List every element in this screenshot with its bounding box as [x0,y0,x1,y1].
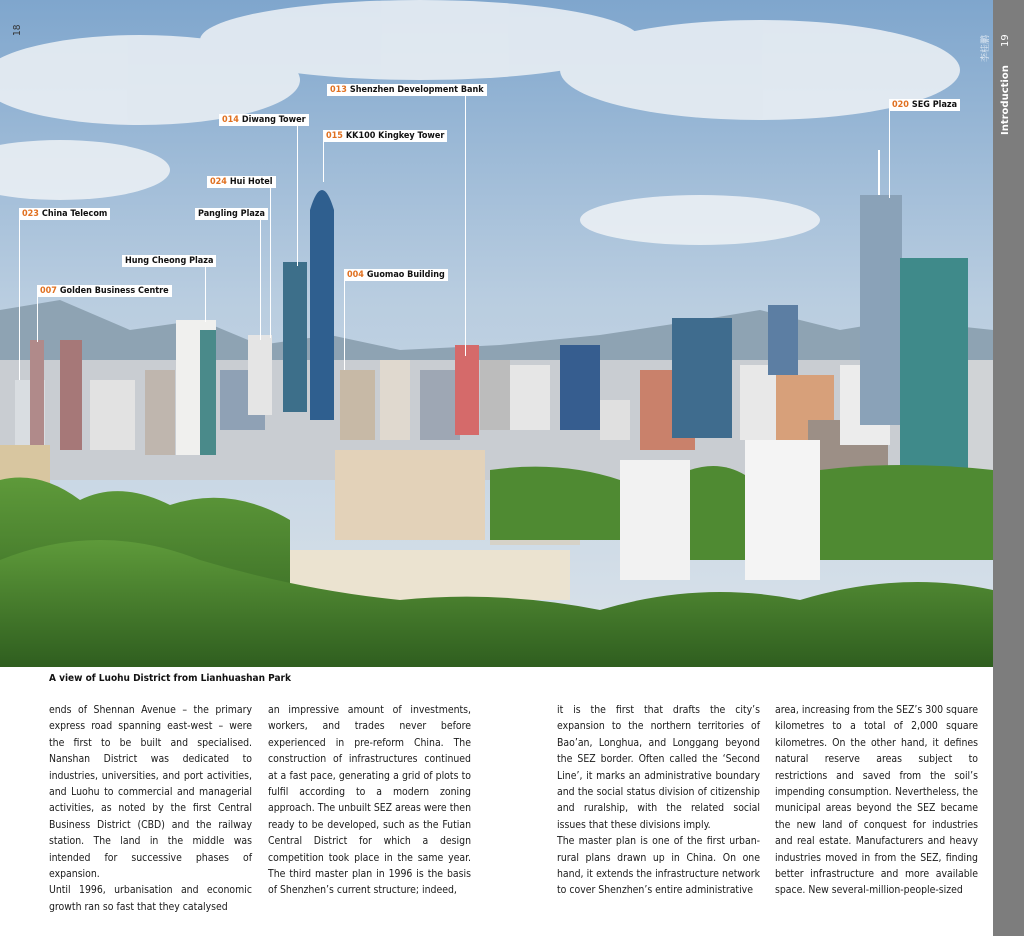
label-pin [323,142,324,182]
label-pangling-plaza: Pangling Plaza [195,208,268,220]
paragraph: ends of Shennan Avenue – the primary express road spanning east-west – were the first to be built and specialised. Nanshan District was dedicated to industries, universities, and port activities, and Luohu to commercial and managerial activities, as noted by the first Central Business District (CBD) and the railway station. The land in the middle was intended for successive phases of expansion. [49,704,252,881]
label-china-telecom: 023 China Telecom [19,208,110,220]
label-seg-plaza: 020 SEG Plaza [889,99,960,111]
label-hui-hotel: 024 Hui Hotel [207,176,276,188]
label-pin [37,297,38,342]
page-number-right: 19 [1000,34,1011,47]
paragraph: it is the first that drafts the city’s expansion to the northern territories of Bao’an, Longhua, and Longgang beyond the SEZ border. Often called the ‘Second Line’, it marks an administrative boundary and the social status division of citizenship and ruralship, with the related social issues that these divisions imply. [557,704,760,831]
label-pin [260,220,261,340]
label-shenzhen-development-bank: 013 Shenzhen Development Bank [327,84,487,96]
label-golden-business-centre: 007 Golden Business Centre [37,285,172,297]
page-number-left: 18 [12,24,23,36]
label-pin [19,220,20,380]
text-column-3 [557,702,760,899]
chapter-label: Introduction [1000,65,1011,135]
paragraph: area, increasing from the SEZ’s 300 square kilometres to a total of 2,000 square kilometres. On the other hand, it defines natural reserve areas subject to restrictions and saved from the soil’s impending consumption. Nevertheless, the municipal areas beyond the SEZ became the new land of conquest for industries and real estate. Manufacturers and heavy industries moved in from the SEZ, finding better infrastructure and more available space. New several-million-people-sized [775,704,978,897]
label-guomao-building: 004 Guomao Building [344,269,448,281]
text-column-2 [268,702,471,899]
chapter-tab [993,0,1024,936]
label-pin [297,126,298,266]
photo-credit: 李桂鹏 [981,34,991,62]
label-pin [465,96,466,356]
label-hung-cheong-plaza: Hung Cheong Plaza [122,255,216,267]
label-pin [344,280,345,370]
text-column-1 [49,702,252,915]
text-column-4 [775,702,978,899]
paragraph: an impressive amount of investments, workers, and trades never before experienced in pre-reform China. The construction of infrastructures continued at a fast pace, generating a grid of plots to fulfil according to a modern zoning approach. The unbuilt SEZ areas were then ready to be developed, such as the Futian Central District for which a design competition took place in the same year. The third master plan in 1996 is the basis of Shenzhen’s current structure; indeed, [268,704,471,897]
photo-caption: A view of Luohu District from Lianhuashan Park [49,673,291,684]
label-diwang-tower: 014 Diwang Tower [219,114,309,126]
label-pin [205,266,206,322]
paragraph: The master plan is one of the first urban-rural plans drawn up in China. On one hand, it extends the infrastructure network to cover Shenzhen’s entire administrative [557,835,760,897]
label-kk100-kingkey-tower: 015 KK100 Kingkey Tower [323,130,447,142]
label-pin [270,188,271,338]
paragraph: Until 1996, urbanisation and economic growth ran so fast that they catalysed [49,884,252,913]
label-pin [889,110,890,198]
